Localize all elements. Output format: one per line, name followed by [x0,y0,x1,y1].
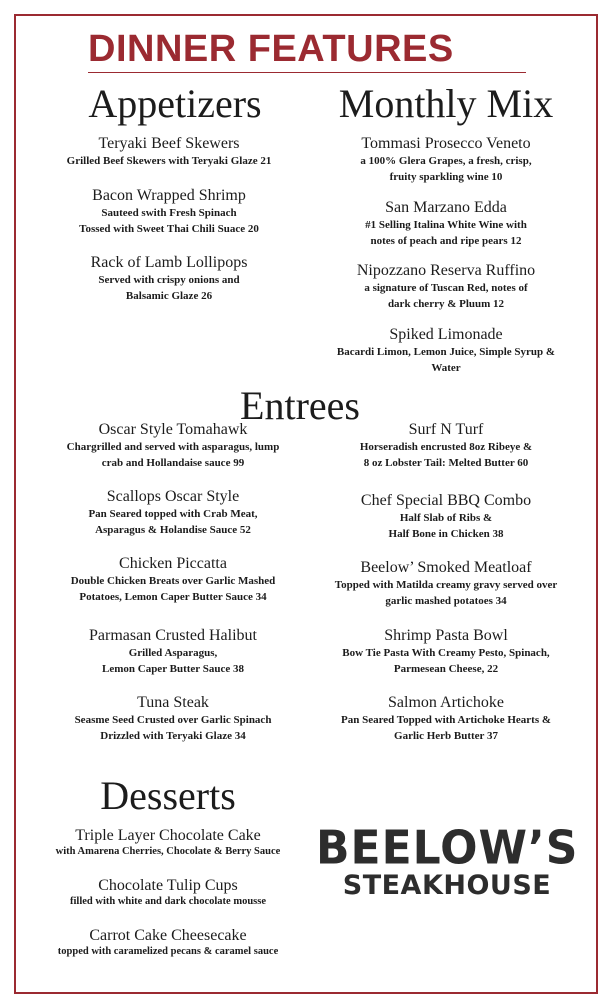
item-desc: Topped with Matilda creamy gravy served over [334,579,558,591]
item-desc: Lemon Caper Butter Sauce 38 [102,663,244,675]
item-name: Salmon Artichoke [388,694,504,711]
logo-subtitle: STEAKHOUSE [342,870,552,901]
item-name: Chef Special BBQ Combo [360,492,532,509]
item-desc: dark cherry & Pluum 12 [387,298,505,310]
item-desc: Bacardi Limon, Lemon Juice, Simple Syrup & [336,346,556,358]
item-desc: Chargrilled and served with asparagus, lump [66,441,280,453]
item-desc: Seasme Seed Crusted over Garlic Spinach [74,714,272,726]
item-name: Oscar Style Tomahawk [98,421,248,438]
item-desc: Horseradish encrusted 8oz Ribeye & [359,441,533,453]
item-name: Scallops Oscar Style [106,488,240,505]
entrees-heading: Entrees [240,383,360,428]
menu-item [28,626,318,677]
item-desc: topped with caramelized pecans & caramel sauce [57,946,279,957]
item-desc: Water [431,362,461,374]
item-name: Rack of Lamb Lollipops [90,254,248,271]
item-desc: #1 Selling Italina White Wine with [365,219,527,231]
menu-item [28,186,310,237]
item-desc: notes of peach and ripe pears 12 [370,235,522,247]
item-name: Shrimp Pasta Bowl [384,627,508,644]
menu-item [28,693,318,744]
item-desc: Drizzled with Teryaki Glaze 34 [100,730,246,742]
menu-item [306,491,586,542]
menu-item [306,693,586,744]
title-underline [88,72,526,73]
menu-item [312,134,580,185]
item-name: Tommasi Prosecco Veneto [361,135,531,152]
item-name: Spiked Limonade [389,326,503,343]
item-desc: filled with white and dark chocolate mousse [69,896,266,907]
menu-item [306,558,586,609]
restaurant-logo [316,821,579,901]
item-desc: 8 oz Lobster Tail: Melted Butter 60 [363,457,529,469]
desserts-heading: Desserts [100,773,236,818]
item-desc: Tossed with Sweet Thai Chili Suace 20 [79,223,259,235]
menu-item [306,325,586,376]
item-desc: Balsamic Glaze 26 [125,290,213,302]
menu-item [306,626,586,677]
item-desc: Asparagus & Holandise Sauce 52 [95,524,251,536]
menu-item [28,253,310,304]
item-name: Tuna Steak [137,694,209,711]
item-desc: with Amarena Cherries, Chocolate & Berry Sauce [55,846,281,857]
item-name: Bacon Wrapped Shrimp [92,187,246,204]
item-name: Teryaki Beef Skewers [98,135,240,152]
logo-wordmark: BEELOW’S [316,821,579,876]
item-desc: Pan Seared topped with Crab Meat, [88,508,258,520]
menu-item [28,487,318,538]
menu-item [28,926,308,959]
menu-item [28,420,318,471]
item-name: Chocolate Tulip Cups [98,877,238,894]
item-desc: Double Chicken Breats over Garlic Mashed [70,575,276,587]
item-desc: Served with crispy onions and [98,274,240,286]
item-name: Beelow’ Smoked Meatloaf [360,559,532,576]
menu-item [28,134,310,169]
item-desc: a signature of Tuscan Red, notes of [364,282,528,294]
item-desc: Grilled Asparagus, [128,647,218,659]
menu-item [28,554,318,605]
item-desc: Grilled Beef Skewers with Teryaki Glaze 21 [66,155,272,167]
item-desc: fruity sparkling wine 10 [389,171,503,183]
item-desc: Potatoes, Lemon Caper Butter Sauce 34 [79,591,267,603]
item-name: Triple Layer Chocolate Cake [75,827,261,844]
menu-item [312,198,580,249]
menu-item [28,826,308,859]
item-desc: Garlic Herb Butter 37 [394,730,498,742]
page-title: DINNER FEATURES [88,28,454,70]
item-desc: Bow Tie Pasta With Creamy Pesto, Spinach, [342,647,550,659]
item-desc: Pan Seared Topped with Artichoke Hearts & [340,714,552,726]
item-desc: Sauteed swith Fresh Spinach [101,207,237,219]
item-desc: Parmesean Cheese, 22 [393,663,499,675]
item-name: Nipozzano Reserva Ruffino [356,262,536,279]
menu-item [312,261,580,312]
item-desc: Half Slab of Ribs & [399,512,493,524]
menu-item [28,876,308,909]
item-desc: a 100% Glera Grapes, a fresh, crisp, [360,155,532,167]
item-name: Chicken Piccatta [119,555,227,572]
item-name: Parmasan Crusted Halibut [89,627,257,644]
monthly-mix-heading: Monthly Mix [338,81,554,126]
item-desc: crab and Hollandaise sauce 99 [101,457,245,469]
item-name: Surf N Turf [408,421,484,438]
menu-item [306,420,586,471]
item-desc: Half Bone in Chicken 38 [388,528,504,540]
item-name: Carrot Cake Cheesecake [89,927,247,944]
appetizers-heading: Appetizers [88,81,262,126]
item-name: San Marzano Edda [385,199,507,216]
item-desc: garlic mashed potatoes 34 [385,595,507,607]
